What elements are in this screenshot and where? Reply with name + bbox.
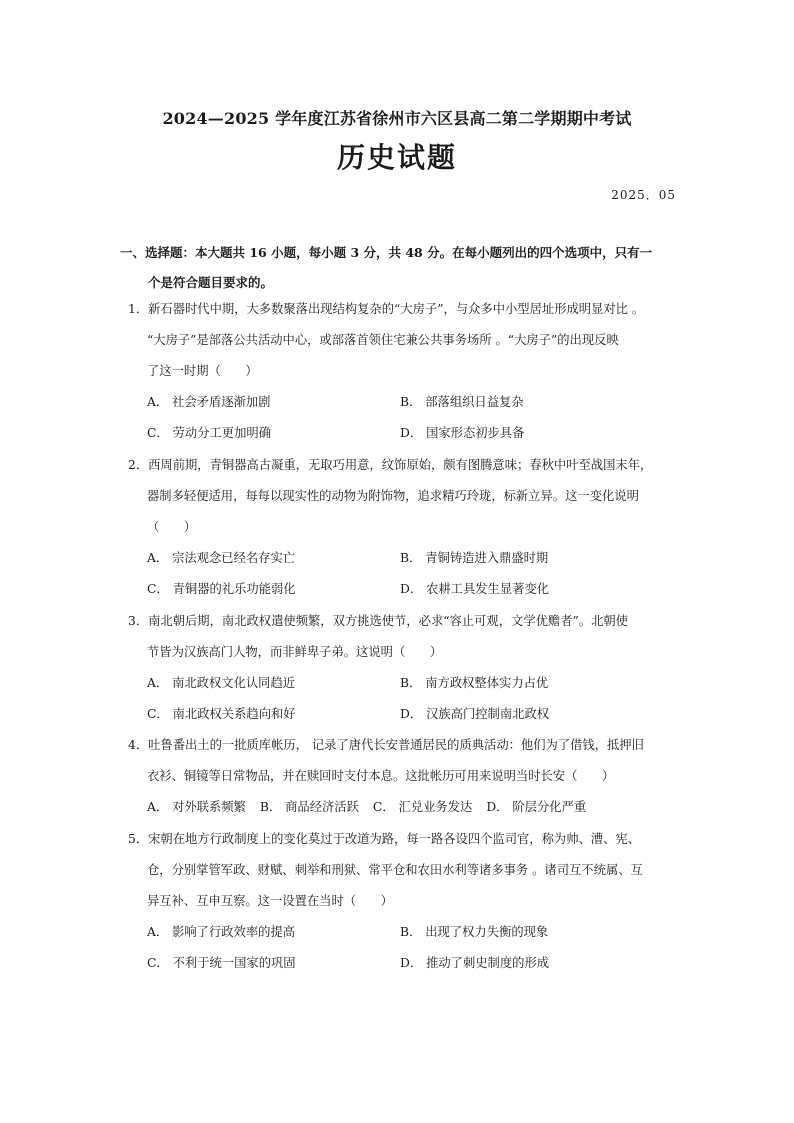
question-stem-line: 了这一时期（ ） (147, 364, 258, 378)
section-instructions-line-2: 个是符合题目要求的。 (148, 275, 274, 290)
question-stem-line: 异互补、互申互察。这一设置在当时（ ） (147, 894, 393, 908)
option-b[interactable]: B． 部落组织日益复杂 (400, 395, 524, 409)
option-b[interactable]: B． 出现了权力失衡的现象 (400, 925, 549, 939)
option-d[interactable]: D． 汉族高门控制南北政权 (400, 707, 550, 721)
question-4 (128, 730, 688, 823)
option-a[interactable]: A． 影响了行政效率的提高 (147, 925, 296, 939)
question-2 (128, 450, 688, 605)
question-stem-line: 仓，分别掌管军政、财赋、刺举和刑狱、常平仓和农田水利等诸多事务 。诸司互不统属、互 (147, 863, 643, 877)
options (128, 917, 688, 979)
options (128, 543, 688, 605)
question-1 (128, 294, 688, 449)
exam-title: 2024—2025 学年度江苏省徐州市六区县高二第二学期期中考试 (162, 109, 632, 128)
question-stem-line: 1．新石器时代中期，大多数聚落出现结构复杂的“大房子”，与众多中小型居址形成明显对比 。 (128, 302, 645, 316)
option-b[interactable]: B． 青铜铸造进入鼎盛时期 (400, 551, 549, 565)
option-a[interactable]: A． 宗法观念已经名存实亡 (147, 551, 296, 565)
options (128, 387, 688, 449)
option-c[interactable]: C． 青铜器的礼乐功能弱化 (147, 582, 296, 596)
exam-date: 2025．05 (611, 188, 676, 202)
question-5 (128, 824, 688, 979)
question-stem-line: 5．宋朝在地方行政制度上的变化莫过于改道为路，每一路各设四个监司官，称为帅、漕、宪、 (128, 832, 640, 846)
option-a[interactable]: A． 南北政权文化认同趋近 (147, 676, 296, 690)
option-a[interactable]: A． 对外联系频繁 (147, 800, 246, 814)
question-stem-line: 2．西周前期，青铜器高古凝重，无取巧用意，纹饰原始，颇有图腾意味；春秋中叶至战国末年， (128, 458, 653, 472)
section-instructions (120, 238, 680, 298)
option-d[interactable]: D． 农耕工具发生显著变化 (400, 582, 550, 596)
option-b[interactable]: B． 南方政权整体实力占优 (400, 676, 549, 690)
option-c[interactable]: C． 南北政权关系趋向和好 (147, 707, 296, 721)
question-stem-line: “大房子”是部落公共活动中心，或部落首领住宅兼公共事务场所 。“大房子”的出现反映 (147, 333, 619, 347)
option-b[interactable]: B． 商品经济活跃 (259, 800, 359, 814)
option-a[interactable]: A． 社会矛盾逐渐加剧 (147, 395, 271, 409)
option-c[interactable]: C． 汇兑业务发达 (372, 800, 473, 814)
options (128, 792, 688, 823)
option-d[interactable]: D． 推动了刺史制度的形成 (400, 956, 550, 970)
option-c[interactable]: C． 劳动分工更加明确 (147, 426, 271, 440)
option-d[interactable]: D． 阶层分化严重 (486, 800, 587, 814)
options (128, 668, 688, 730)
option-c[interactable]: C． 不利于统一国家的巩固 (147, 956, 296, 970)
question-stem-line: 器制多轻便适用，每每以现实性的动物为附饰物，追求精巧玲珑，标新立异。这一变化说明 (147, 489, 639, 503)
question-stem-line: 节皆为汉族高门人物，而非鲜卑子弟。这说明（ ） (147, 645, 443, 659)
question-stem-line: 衣衫、铜镜等日常物品，并在赎回时支付本息。这批帐历可用来说明当时长安（ ） (147, 769, 615, 783)
question-3 (128, 606, 688, 730)
section-instructions-line-1: 一、选择题：本大题共 16 小题，每小题 3 分，共 48 分。在每小题列出的四个选项中，只有一 (120, 245, 653, 260)
question-stem-line: （ ） (147, 520, 197, 534)
question-stem-line: 4．吐鲁番出土的一批质库帐历， 记录了唐代长安普通居民的质典活动：他们为了借钱，抵押旧 (128, 738, 644, 752)
option-d[interactable]: D． 国家形态初步具备 (400, 426, 525, 440)
question-stem-line: 3．南北朝后期，南北政权遣使频繁，双方挑选使节，必求“容止可观，文学优赡者”。北朝使 (128, 614, 628, 628)
subject-title: 历史试题 (336, 141, 457, 174)
